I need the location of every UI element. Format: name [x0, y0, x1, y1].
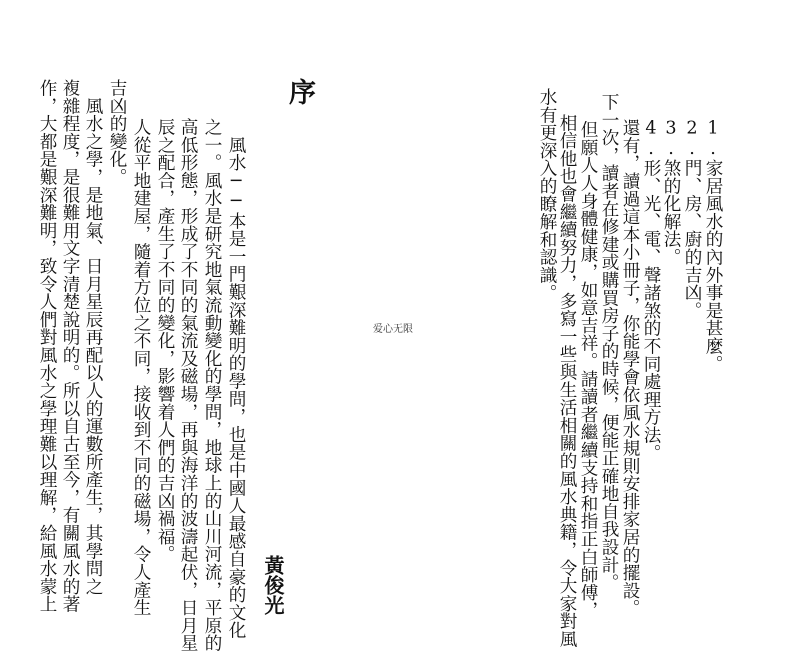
text-column: 辰之配合，產生了不同的變化，影響着人們的吉凶禍福。: [155, 118, 175, 563]
text-column: 風水之學，是地氣、日月星辰再配以人的運數所產生，其學問之: [83, 79, 103, 596]
text-column: 下一次，讀者在修建或購買房子的時候，便能正確地自我設計。: [599, 93, 619, 592]
list-item: 1.家居風水的內外事是甚麼。: [703, 83, 723, 373]
list-item: 3.煞的化解法。: [661, 83, 681, 266]
text-column: 之一。風水是研究地氣流動變化的學問，地球上的山川河流，平原的: [202, 118, 222, 652]
text-column: 複雜程度，是很難用文字清楚說明的。所以自古至今，有關風水的著: [60, 79, 80, 613]
text-column: 風水──本是一門艱深難明的學問，也是中國人最感自豪的文化: [226, 118, 246, 639]
right-page: [396, 0, 793, 649]
list-item: 2.門、房、廚的吉凶。: [682, 83, 702, 320]
author-name: 黃俊光: [261, 555, 285, 615]
text-column: 人從平地建屋，隨着方位之不同，接收到不同的磁場，令人產生: [131, 118, 151, 617]
list-item: 4.形、光、電、聲諸煞的不同處理方法。: [641, 83, 661, 462]
text-column: 還有，讀過這本小冊子，你能學會依風水規則安排家居的擺設。: [620, 83, 640, 617]
left-page: [0, 0, 396, 652]
text-column: 水有更深入的瞭解和認識。: [537, 88, 557, 302]
text-column: 高低形態，形成了不同的氣流及磁場，再與海洋的波濤起伏，日月星: [178, 118, 198, 652]
watermark-text: 爱心无限: [373, 324, 413, 335]
text-column: 作，大都是艱深難明，致令人們對風水之學理難以理解，給風水蒙上: [37, 79, 57, 613]
text-column: 吉凶的變化。: [107, 79, 127, 186]
text-column: 但願人人身體健康，如意吉祥。請讀者繼續支持和指正白師傅，: [578, 85, 598, 619]
preface-title: 序: [284, 78, 315, 105]
text-column: 相信他也會繼續努力，多寫一些與生活相關的風水典籍，令大家對風: [557, 96, 577, 648]
